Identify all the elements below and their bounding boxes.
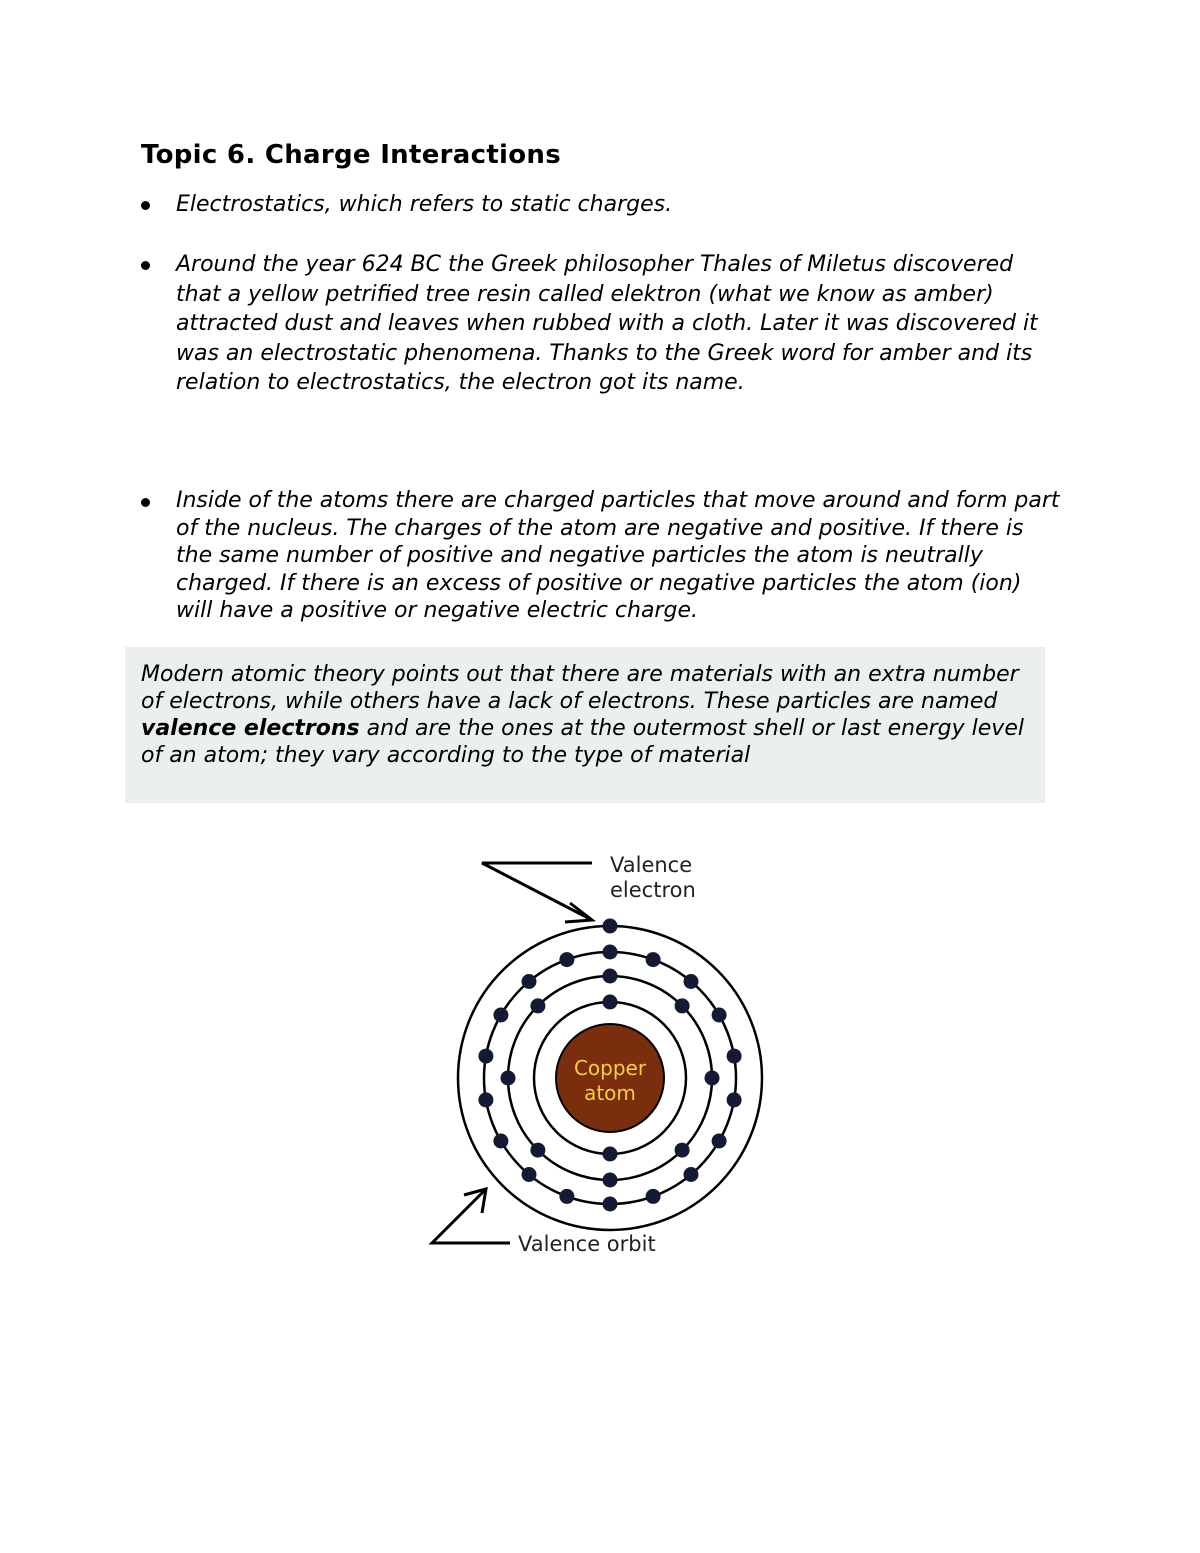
- bullet-dot: [141, 261, 150, 270]
- electron: [603, 1197, 618, 1212]
- callout-bold-term: valence electrons: [141, 716, 360, 741]
- electron: [603, 1173, 618, 1188]
- nucleus-label-line1: Copper: [573, 1056, 647, 1080]
- electron: [603, 995, 618, 1010]
- valence-electron: [603, 919, 618, 934]
- electron: [603, 945, 618, 960]
- valence-electron-label-line2: electron: [610, 878, 696, 902]
- callout-text-start: Modern atomic theory points out that there are materials with an extra number of electrons, while others have a lack of electrons. These particles are named: [141, 662, 1019, 714]
- electron: [712, 1134, 727, 1149]
- electron: [493, 1008, 508, 1023]
- valence-orbit-arrow: [432, 1189, 510, 1243]
- bullet-text: Electrostatics, which refers to static charges.: [176, 192, 673, 217]
- electron: [530, 1143, 545, 1158]
- callout-box: [125, 647, 1045, 803]
- electron: [684, 974, 699, 989]
- bullet-dot: [141, 498, 150, 507]
- copper-atom-diagram: [420, 845, 780, 1265]
- electron: [478, 1092, 493, 1107]
- electron: [559, 1189, 574, 1204]
- page-title: Topic 6. Charge Interactions: [141, 140, 562, 170]
- electron: [675, 998, 690, 1013]
- electron: [603, 1147, 618, 1162]
- electron: [530, 998, 545, 1013]
- valence-electron-arrow: [482, 863, 592, 922]
- electron: [493, 1134, 508, 1149]
- valence-electron-label-line1: Valence: [610, 853, 693, 877]
- electron: [478, 1049, 493, 1064]
- bullet-dot: [141, 201, 150, 210]
- electron: [559, 952, 574, 967]
- electron: [712, 1008, 727, 1023]
- bullet-item: [141, 250, 1061, 398]
- valence-orbit-label: Valence orbit: [518, 1232, 656, 1256]
- electron: [646, 952, 661, 967]
- electron: [675, 1143, 690, 1158]
- electron: [603, 969, 618, 984]
- bullet-text: Inside of the atoms there are charged particles that move around and form part of the nucleus. The charges of the atom are negative and positive. If there is the same number of positive and negative particles the atom is neutrally charged. If there is an excess of positive or negative particles the atom (ion) will have a positive or negative electric charge.: [176, 488, 1060, 623]
- electron: [684, 1167, 699, 1182]
- bullet-text: Around the year 624 BC the Greek philosopher Thales of Miletus discovered that a yellow petrified tree resin called elektron (what we know as amber) attracted dust and leaves when rubbed with a cloth. Later it was discovered it was an electrostatic phenomena. Thanks to the Greek word for amber and its relation to electrostatics, the electron got its name.: [176, 252, 1038, 395]
- electron: [705, 1071, 720, 1086]
- electron: [522, 1167, 537, 1182]
- bullet-item: [141, 190, 1061, 220]
- electron: [727, 1092, 742, 1107]
- nucleus-label-line2: atom: [584, 1081, 636, 1105]
- electron: [727, 1049, 742, 1064]
- callout-text-end: and are the ones at the outermost shell or last energy level of an atom; they vary according to the type of material: [141, 716, 1024, 768]
- bullet-item: [141, 487, 1061, 625]
- electron: [646, 1189, 661, 1204]
- electron: [501, 1071, 516, 1086]
- electron: [522, 974, 537, 989]
